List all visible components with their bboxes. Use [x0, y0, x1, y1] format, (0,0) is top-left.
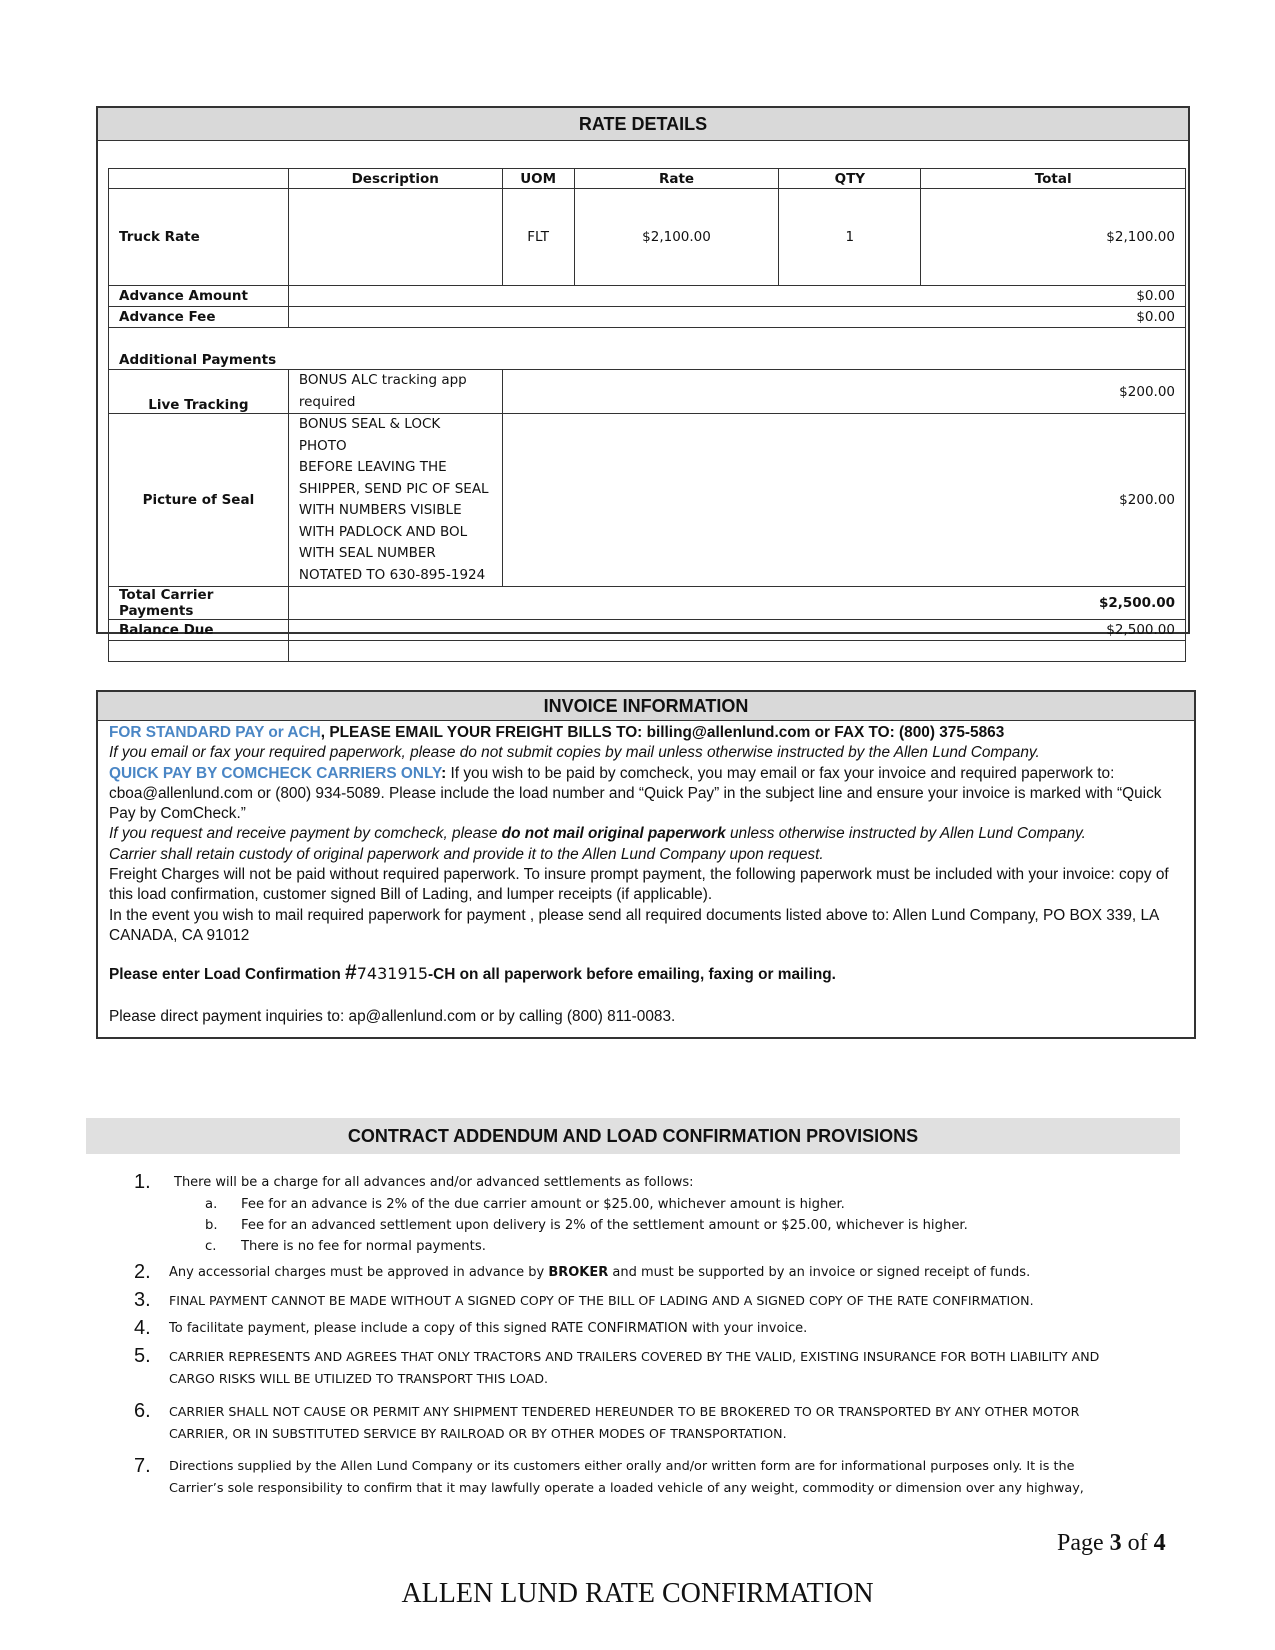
additional-payments-row	[109, 328, 1186, 370]
provision-5-line2: CARGO RISKS WILL BE UTILIZED TO TRANSPORT THIS LOAD.	[169, 1371, 549, 1386]
footer-document-title: ALLEN LUND RATE CONFIRMATION	[401, 1578, 874, 1609]
quick-pay-instructions: If you wish to be paid by comcheck, you may email or fax your invoice and required paperwork to: cboa@allenlund.com or (800) 934-5089. Please include the load number and “Quick Pay” in the subject line and ensure your invoice is marked with “Quick Pay by ComCheck.”	[109, 764, 1162, 823]
page-number	[1057, 1530, 1166, 1557]
advance-fee-label: Advance Fee	[109, 307, 289, 328]
picture-of-seal-label: Picture of Seal	[109, 414, 289, 587]
rate-details-section	[96, 106, 1190, 638]
seal-desc-line: WITH SEAL NUMBER	[298, 545, 436, 561]
truck-rate-row	[109, 189, 1186, 286]
additional-payments-label: Additional Payments	[109, 328, 1186, 370]
provision-1-text: There will be a charge for all advances and/or advanced settlements as follows:	[174, 1175, 694, 1190]
balance-due-row	[109, 620, 1186, 641]
load-confirmation-line	[109, 963, 1184, 985]
sub-item-letter: a.	[205, 1197, 218, 1212]
provision-number: 6.	[134, 1400, 151, 1422]
sub-item-text: There is no fee for normal payments.	[241, 1239, 486, 1254]
empty-row	[109, 641, 1186, 662]
custody-note: Carrier shall retain custody of original paperwork and provide it to the Allen Lund Company upon request.	[109, 845, 824, 863]
standard-pay-label: FOR STANDARD PAY or ACH	[109, 724, 321, 741]
picture-of-seal-row	[109, 414, 1186, 587]
quick-pay-paragraph	[109, 764, 1184, 825]
advance-fee-value: $0.00	[288, 307, 1185, 328]
header-qty: QTY	[779, 169, 921, 189]
provision-5-line1: CARRIER REPRESENTS AND AGREES THAT ONLY TRACTORS AND TRAILERS COVERED BY THE VALID, EXISTING INSURANCE FOR BOTH LIABILITY AND	[169, 1349, 1100, 1364]
invoice-information-section	[96, 690, 1196, 1039]
rate-details-title: RATE DETAILS	[98, 108, 1188, 141]
comcheck-note-a: If you request and receive payment by comcheck, please	[109, 825, 502, 843]
page-of: of	[1121, 1530, 1154, 1556]
contract-addendum-title: CONTRACT ADDENDUM AND LOAD CONFIRMATION PROVISIONS	[86, 1118, 1180, 1154]
seal-desc-line: SHIPPER, SEND PIC OF SEAL	[298, 480, 489, 497]
header-rate: Rate	[574, 169, 779, 189]
live-tracking-description	[288, 370, 502, 414]
provision-number: 5.	[134, 1345, 151, 1367]
seal-desc-line: WITH NUMBERS VISIBLE	[298, 502, 462, 518]
page-label: Page	[1057, 1530, 1110, 1556]
provision-7-line2: Carrier’s sole responsibility to confirm that it may lawfully operate a loaded vehicle of any weight, commodity or dimension over any highway,	[169, 1481, 1084, 1496]
total-carrier-payments-row	[109, 587, 1186, 620]
sub-item-text: Fee for an advanced settlement upon delivery is 2% of the settlement amount or $25.00, whichever is higher.	[241, 1218, 968, 1233]
provision-4-text: To facilitate payment, please include a copy of this signed RATE CONFIRMATION with your invoice.	[169, 1321, 808, 1336]
page-current: 3	[1109, 1530, 1122, 1556]
comcheck-note-c: unless otherwise instructed by Allen Lund Company.	[725, 825, 1086, 843]
provision-2-part: and must be supported by an invoice or signed receipt of funds.	[608, 1265, 1031, 1280]
header-description: Description	[288, 169, 502, 189]
picture-of-seal-description	[288, 414, 502, 587]
no-mail-copies-note: If you email or fax your required paperwork, please do not submit copies by mail unless otherwise instructed by the Allen Lund Company.	[109, 744, 1040, 762]
picture-of-seal-value: $200.00	[502, 414, 1185, 587]
balance-due-label: Balance Due	[109, 620, 289, 641]
seal-desc-line: BEFORE LEAVING THE	[298, 459, 447, 475]
sub-item-letter: c.	[205, 1239, 217, 1254]
provision-number: 3.	[134, 1289, 151, 1311]
invoice-information-body	[98, 721, 1194, 1027]
provision-7-line1: Directions supplied by the Allen Lund Company or its customers either orally and/or written form are for informational purposes only. It is the	[169, 1459, 1075, 1474]
truck-rate-uom: FLT	[502, 189, 574, 286]
header-uom: UOM	[502, 169, 574, 189]
provision-number: 2.	[134, 1261, 151, 1283]
load-conf-prefix: Please enter Load Confirmation	[109, 966, 346, 984]
advance-amount-value: $0.00	[288, 286, 1185, 307]
quick-pay-colon: :	[441, 764, 447, 782]
empty-cell	[288, 641, 1185, 662]
provision-number: 4.	[134, 1317, 151, 1339]
invoice-information-title: INVOICE INFORMATION	[98, 692, 1194, 721]
live-tracking-desc-line2: required	[298, 393, 356, 410]
advance-amount-label: Advance Amount	[109, 286, 289, 307]
header-total: Total	[921, 169, 1186, 189]
load-conf-hash: #	[345, 961, 357, 985]
balance-due-value: $2,500.00	[288, 620, 1185, 641]
load-conf-suffix: -CH on all paperwork before emailing, faxing or mailing.	[428, 966, 836, 984]
provision-2-part: Any accessorial charges must be approved in advance by	[169, 1265, 549, 1280]
mail-instructions: In the event you wish to mail required paperwork for payment , please send all required documents listed above to: Allen Lund Company, PO BOX 339, LA CANADA, CA 91012	[109, 906, 1159, 944]
comcheck-note-bold: do not mail original paperwork	[501, 825, 726, 843]
live-tracking-desc-line1: BONUS ALC tracking app	[298, 372, 467, 388]
live-tracking-value: $200.00	[502, 370, 1185, 414]
provision-2-broker: BROKER	[548, 1265, 609, 1280]
load-conf-number: 7431915	[356, 964, 428, 984]
total-carrier-payments-label: Total Carrier Payments	[109, 587, 289, 620]
truck-rate-total: $2,100.00	[921, 189, 1186, 286]
sub-item-letter: b.	[205, 1218, 218, 1233]
seal-desc-line: BONUS SEAL & LOCK PHOTO	[298, 416, 441, 454]
rate-table-header	[109, 169, 1186, 189]
advance-amount-row	[109, 286, 1186, 307]
empty-cell	[109, 641, 289, 662]
sub-item-text: Fee for an advance is 2% of the due carrier amount or $25.00, whichever amount is higher.	[241, 1197, 845, 1212]
truck-rate-qty: 1	[779, 189, 921, 286]
provision-6-line2: CARRIER, OR IN SUBSTITUTED SERVICE BY RAILROAD OR BY OTHER MODES OF TRANSPORTATION.	[169, 1426, 787, 1441]
standard-pay-instructions: , PLEASE EMAIL YOUR FREIGHT BILLS TO: billing@allenlund.com or FAX TO: (800) 375-5863	[320, 724, 1005, 741]
seal-desc-line: NOTATED TO 630-895-1924	[298, 566, 486, 583]
page-total: 4	[1153, 1530, 1166, 1556]
header-blank	[109, 169, 289, 189]
truck-rate-label: Truck Rate	[109, 189, 289, 286]
comcheck-note	[109, 824, 1184, 844]
provision-3-text: FINAL PAYMENT CANNOT BE MADE WITHOUT A SIGNED COPY OF THE BILL OF LADING AND A SIGNED COPY OF THE RATE CONFIRMATION.	[169, 1293, 1034, 1308]
seal-desc-line: WITH PADLOCK AND BOL	[298, 523, 468, 540]
provision-number: 7.	[134, 1455, 151, 1477]
advance-fee-row	[109, 307, 1186, 328]
truck-rate-description	[288, 189, 502, 286]
freight-charges-note: Freight Charges will not be paid without required paperwork. To insure prompt payment, the following paperwork must be included with your invoice: copy of this load confirmation, customer signed Bill of Lading, and lumper receipts (if applicable).	[109, 866, 1169, 904]
payment-inquiries-line: Please direct payment inquiries to: ap@allenlund.com or by calling (800) 811-0083.	[109, 1007, 676, 1025]
provision-2-text	[169, 1262, 1030, 1284]
truck-rate-rate: $2,100.00	[574, 189, 779, 286]
rate-details-table	[108, 168, 1186, 662]
total-carrier-payments-value: $2,500.00	[288, 587, 1185, 620]
standard-pay-line	[109, 723, 1184, 743]
quick-pay-label: QUICK PAY BY COMCHECK CARRIERS ONLY	[109, 764, 442, 782]
live-tracking-label: Live Tracking	[109, 370, 289, 414]
live-tracking-row	[109, 370, 1186, 414]
provision-number: 1.	[134, 1171, 151, 1193]
provision-6-line1: CARRIER SHALL NOT CAUSE OR PERMIT ANY SHIPMENT TENDERED HEREUNDER TO BE BROKERED TO OR TRANSPORTED BY ANY OTHER MOTOR	[169, 1404, 1080, 1419]
